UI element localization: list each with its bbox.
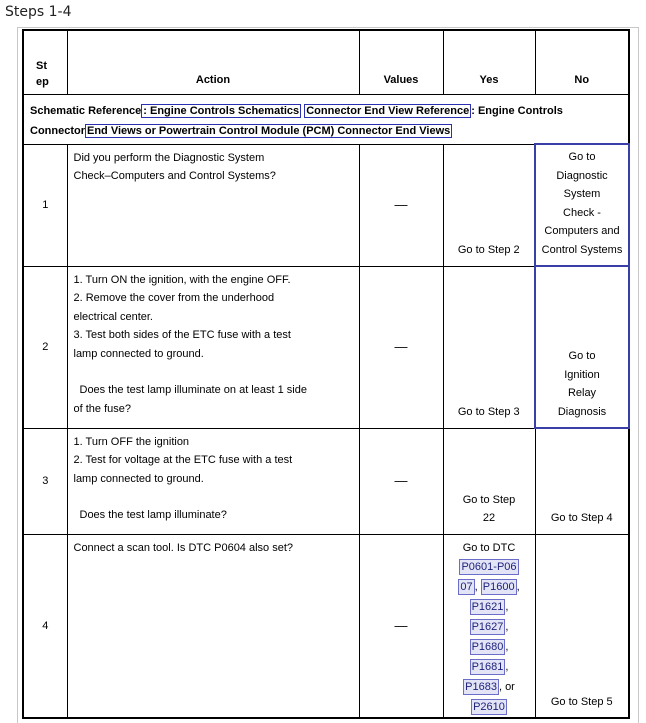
page-caption: Steps 1-4: [5, 4, 72, 20]
dtc-p1600-link[interactable]: P1600: [482, 581, 515, 593]
header-yes: Yes: [443, 30, 535, 94]
dtc-p1627-link[interactable]: P1627: [471, 621, 504, 633]
end-views-link[interactable]: End Views or Powertrain Control Module (PCM) Connector End Views: [87, 124, 451, 137]
dtc-p1621-link[interactable]: P1621: [471, 601, 504, 613]
dtc-p1683-link[interactable]: P1683: [465, 681, 497, 693]
no-go-to-step-4-link[interactable]: Go to Step 4: [535, 428, 629, 534]
schematic-row: [23, 94, 629, 144]
header-no: No: [535, 30, 629, 94]
step-value: —: [359, 534, 443, 718]
dtc-p1681-link[interactable]: P1681: [471, 661, 504, 673]
step-value: —: [359, 428, 443, 534]
dtc-p0601-link[interactable]: P0601-P06: [461, 561, 517, 573]
no-diagnostic-system-check-link[interactable]: Go to Diagnostic System Check - Computers and Control Systems: [535, 144, 629, 266]
header-step: St ep: [23, 30, 67, 94]
yes-go-to-step-22-link[interactable]: Go to Step 22: [443, 428, 535, 534]
table-row: [23, 266, 629, 428]
no-ignition-relay-diagnosis-link[interactable]: Go to Ignition Relay Diagnosis: [535, 266, 629, 428]
engine-controls-text: : Engine Controls: [471, 104, 563, 117]
schematic-reference: [23, 94, 629, 144]
header-row: [23, 30, 629, 94]
step-value: —: [359, 144, 443, 266]
step-number: 2: [23, 266, 67, 428]
schematic-label: Schematic Reference: [30, 104, 142, 117]
diagnostic-steps-table: [22, 29, 630, 719]
yes-go-to-step-3-link[interactable]: Go to Step 3: [443, 266, 535, 428]
dtc-p1680-link[interactable]: P1680: [471, 641, 504, 653]
connector-label: Connector: [30, 124, 85, 137]
step-action: Connect a scan tool. Is DTC P0604 also set?: [67, 534, 359, 718]
step-action: 1. Turn ON the ignition, with the engine OFF. 2. Remove the cover from the underhood electrical center. 3. Test both sides of the ETC fuse with a test lamp connected to ground. Does the test lamp illuminate on at least 1 side of the fuse?: [67, 266, 359, 428]
step-value: —: [359, 266, 443, 428]
table-row: [23, 534, 629, 718]
step-action: 1. Turn OFF the ignition 2. Test for voltage at the ETC fuse with a test lamp connected to ground. Does the test lamp illuminate?: [67, 428, 359, 534]
table-row: [23, 428, 629, 534]
table-row: [23, 144, 629, 266]
no-go-to-step-5-link[interactable]: Go to Step 5: [535, 534, 629, 718]
header-values: Values: [359, 30, 443, 94]
dtc-p2610-link[interactable]: P2610: [473, 701, 505, 713]
go-to-dtc-text: Go to DTC: [462, 541, 516, 554]
yes-go-to-step-2-link[interactable]: Go to Step 2: [443, 144, 535, 266]
step-number: 3: [23, 428, 67, 534]
step-number: 4: [23, 534, 67, 718]
step-number: 1: [23, 144, 67, 266]
connector-end-view-reference-link[interactable]: Connector End View Reference: [306, 104, 470, 117]
step-action: Did you perform the Diagnostic System Check–Computers and Control Systems?: [67, 144, 359, 266]
yes-dtc-links: Go to DTC P0601-P06 07 , P1600 , P1621 , P1627 , P1680 , P1681 , P1683 , or P2610: [443, 534, 535, 718]
engine-controls-schematics-link[interactable]: : Engine Controls Schematics: [143, 104, 300, 117]
header-action: Action: [67, 30, 359, 94]
dtc-p0607-link[interactable]: 07: [460, 581, 473, 593]
or-text: , or: [498, 681, 515, 693]
